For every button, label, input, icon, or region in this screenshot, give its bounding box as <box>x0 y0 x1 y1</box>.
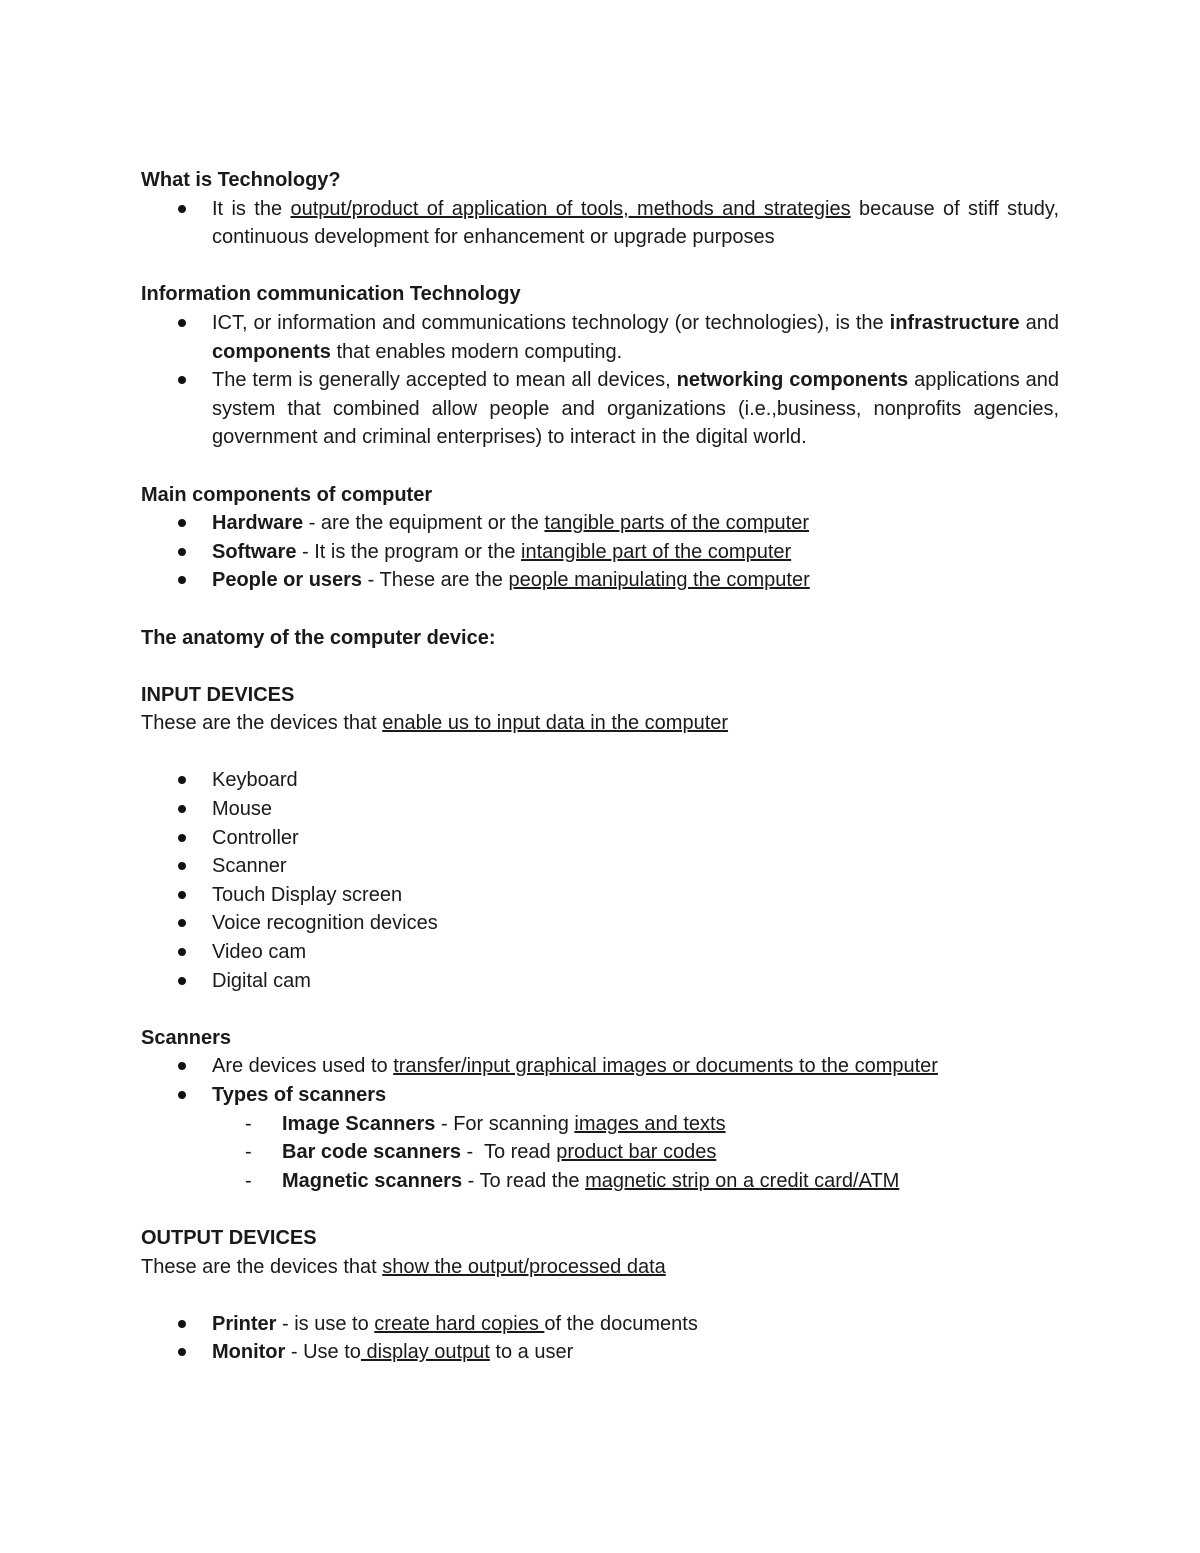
underlined-text: product bar codes <box>556 1141 717 1164</box>
text: These are the devices that <box>141 1255 383 1278</box>
text: These are the devices that <box>141 712 383 735</box>
heading-input-devices: INPUT DEVICES <box>141 683 295 706</box>
document-page <box>141 166 1059 1367</box>
bold-text: Printer <box>212 1312 277 1335</box>
list-item: Video cam <box>141 938 1059 967</box>
underlined-text: tangible parts of the computer <box>544 512 810 535</box>
list-item <box>141 1110 1059 1139</box>
list-item <box>141 1138 1059 1167</box>
list-item <box>141 566 1059 595</box>
what-is-technology-list <box>141 195 1059 252</box>
text: because of stiff study, continuous development for enhancement or upgrade purposes <box>212 197 1060 249</box>
underlined-text: magnetic strip on a credit card/ATM <box>585 1169 900 1192</box>
heading-output-devices: OUTPUT DEVICES <box>141 1226 317 1249</box>
list-item <box>141 538 1059 567</box>
underlined-text: display output <box>360 1341 490 1364</box>
bold-text: Hardware <box>212 512 304 535</box>
underlined-text: transfer/input graphical images or documents to the computer <box>393 1055 938 1078</box>
heading-what-is-technology: What is Technology? <box>141 169 341 191</box>
heading-anatomy: The anatomy of the computer device: <box>141 626 496 649</box>
text: and <box>1019 311 1059 334</box>
list-item <box>141 1338 1059 1367</box>
text: Are devices used to <box>212 1055 394 1078</box>
main-components-list <box>141 509 1059 595</box>
list-item: Touch Display screen <box>141 881 1059 910</box>
heading-scanners: Scanners <box>141 1026 232 1049</box>
list-item: Digital cam <box>141 967 1059 996</box>
bold-text: networking components <box>676 369 909 392</box>
underlined-text: images and texts <box>574 1112 726 1135</box>
list-item <box>141 1052 1059 1081</box>
bold-text: Software <box>212 540 297 563</box>
text: - Use to <box>285 1341 361 1364</box>
text: - are the equipment or the <box>303 512 545 535</box>
ict-list <box>141 309 1059 452</box>
bold-text: infrastructure <box>889 311 1020 334</box>
text: - To read <box>460 1141 557 1164</box>
underlined-text: people manipulating the computer <box>508 569 810 592</box>
underlined-text: output/product of application of tools, methods and strategies <box>290 197 851 220</box>
output-devices-intro <box>141 1253 1059 1282</box>
bold-text: components <box>212 340 331 363</box>
bold-text: People or users <box>212 569 363 592</box>
list-item <box>141 1167 1059 1196</box>
underlined-text: create hard copies <box>374 1312 545 1335</box>
text: to a user <box>489 1341 574 1364</box>
list-item <box>141 309 1059 366</box>
heading-ict: Information communication Technology <box>141 283 521 306</box>
text: The term is generally accepted to mean all devices, <box>212 369 677 392</box>
text: It is the <box>212 197 291 220</box>
text: - To read the <box>462 1169 586 1192</box>
list-item <box>141 366 1059 452</box>
text: ICT, or information and communications technology (or technologies), is the <box>212 311 890 334</box>
text: of the documents <box>544 1312 698 1335</box>
text: - It is the program or the <box>296 540 521 563</box>
text: - These are the <box>362 569 509 592</box>
text: - is use to <box>276 1312 375 1335</box>
list-item <box>141 195 1059 252</box>
list-item <box>141 1310 1059 1339</box>
text: - For scanning <box>435 1112 575 1135</box>
bold-text: Types of scanners <box>212 1084 387 1106</box>
underlined-text: intangible part of the computer <box>521 540 792 563</box>
text: that enables modern computing. <box>330 340 623 363</box>
bold-text: Magnetic scanners <box>282 1169 463 1192</box>
bold-text: Monitor <box>212 1341 286 1364</box>
input-devices-list <box>141 766 1059 995</box>
list-item: Controller <box>141 824 1059 853</box>
bold-text: Image Scanners <box>282 1112 436 1135</box>
underlined-text: show the output/processed data <box>382 1255 666 1278</box>
scanners-list <box>141 1052 1059 1109</box>
list-item: Voice recognition devices <box>141 909 1059 938</box>
output-devices-list <box>141 1310 1059 1367</box>
heading-main-components: Main components of computer <box>141 483 433 506</box>
underlined-text: enable us to input data in the computer <box>382 712 729 735</box>
list-item: Keyboard <box>141 766 1059 795</box>
list-item: Scanner <box>141 852 1059 881</box>
list-item <box>141 509 1059 538</box>
list-item: Mouse <box>141 795 1059 824</box>
scanner-types-list <box>141 1110 1059 1196</box>
text: applications and system that combined allow people and organizations (i.e.,business, nonprofits agencies, government and criminal enterprises) to interact in the digital world. <box>212 369 1060 449</box>
bold-text: Bar code scanners <box>282 1141 461 1164</box>
input-devices-intro <box>141 709 1059 738</box>
list-item <box>141 1081 1059 1110</box>
